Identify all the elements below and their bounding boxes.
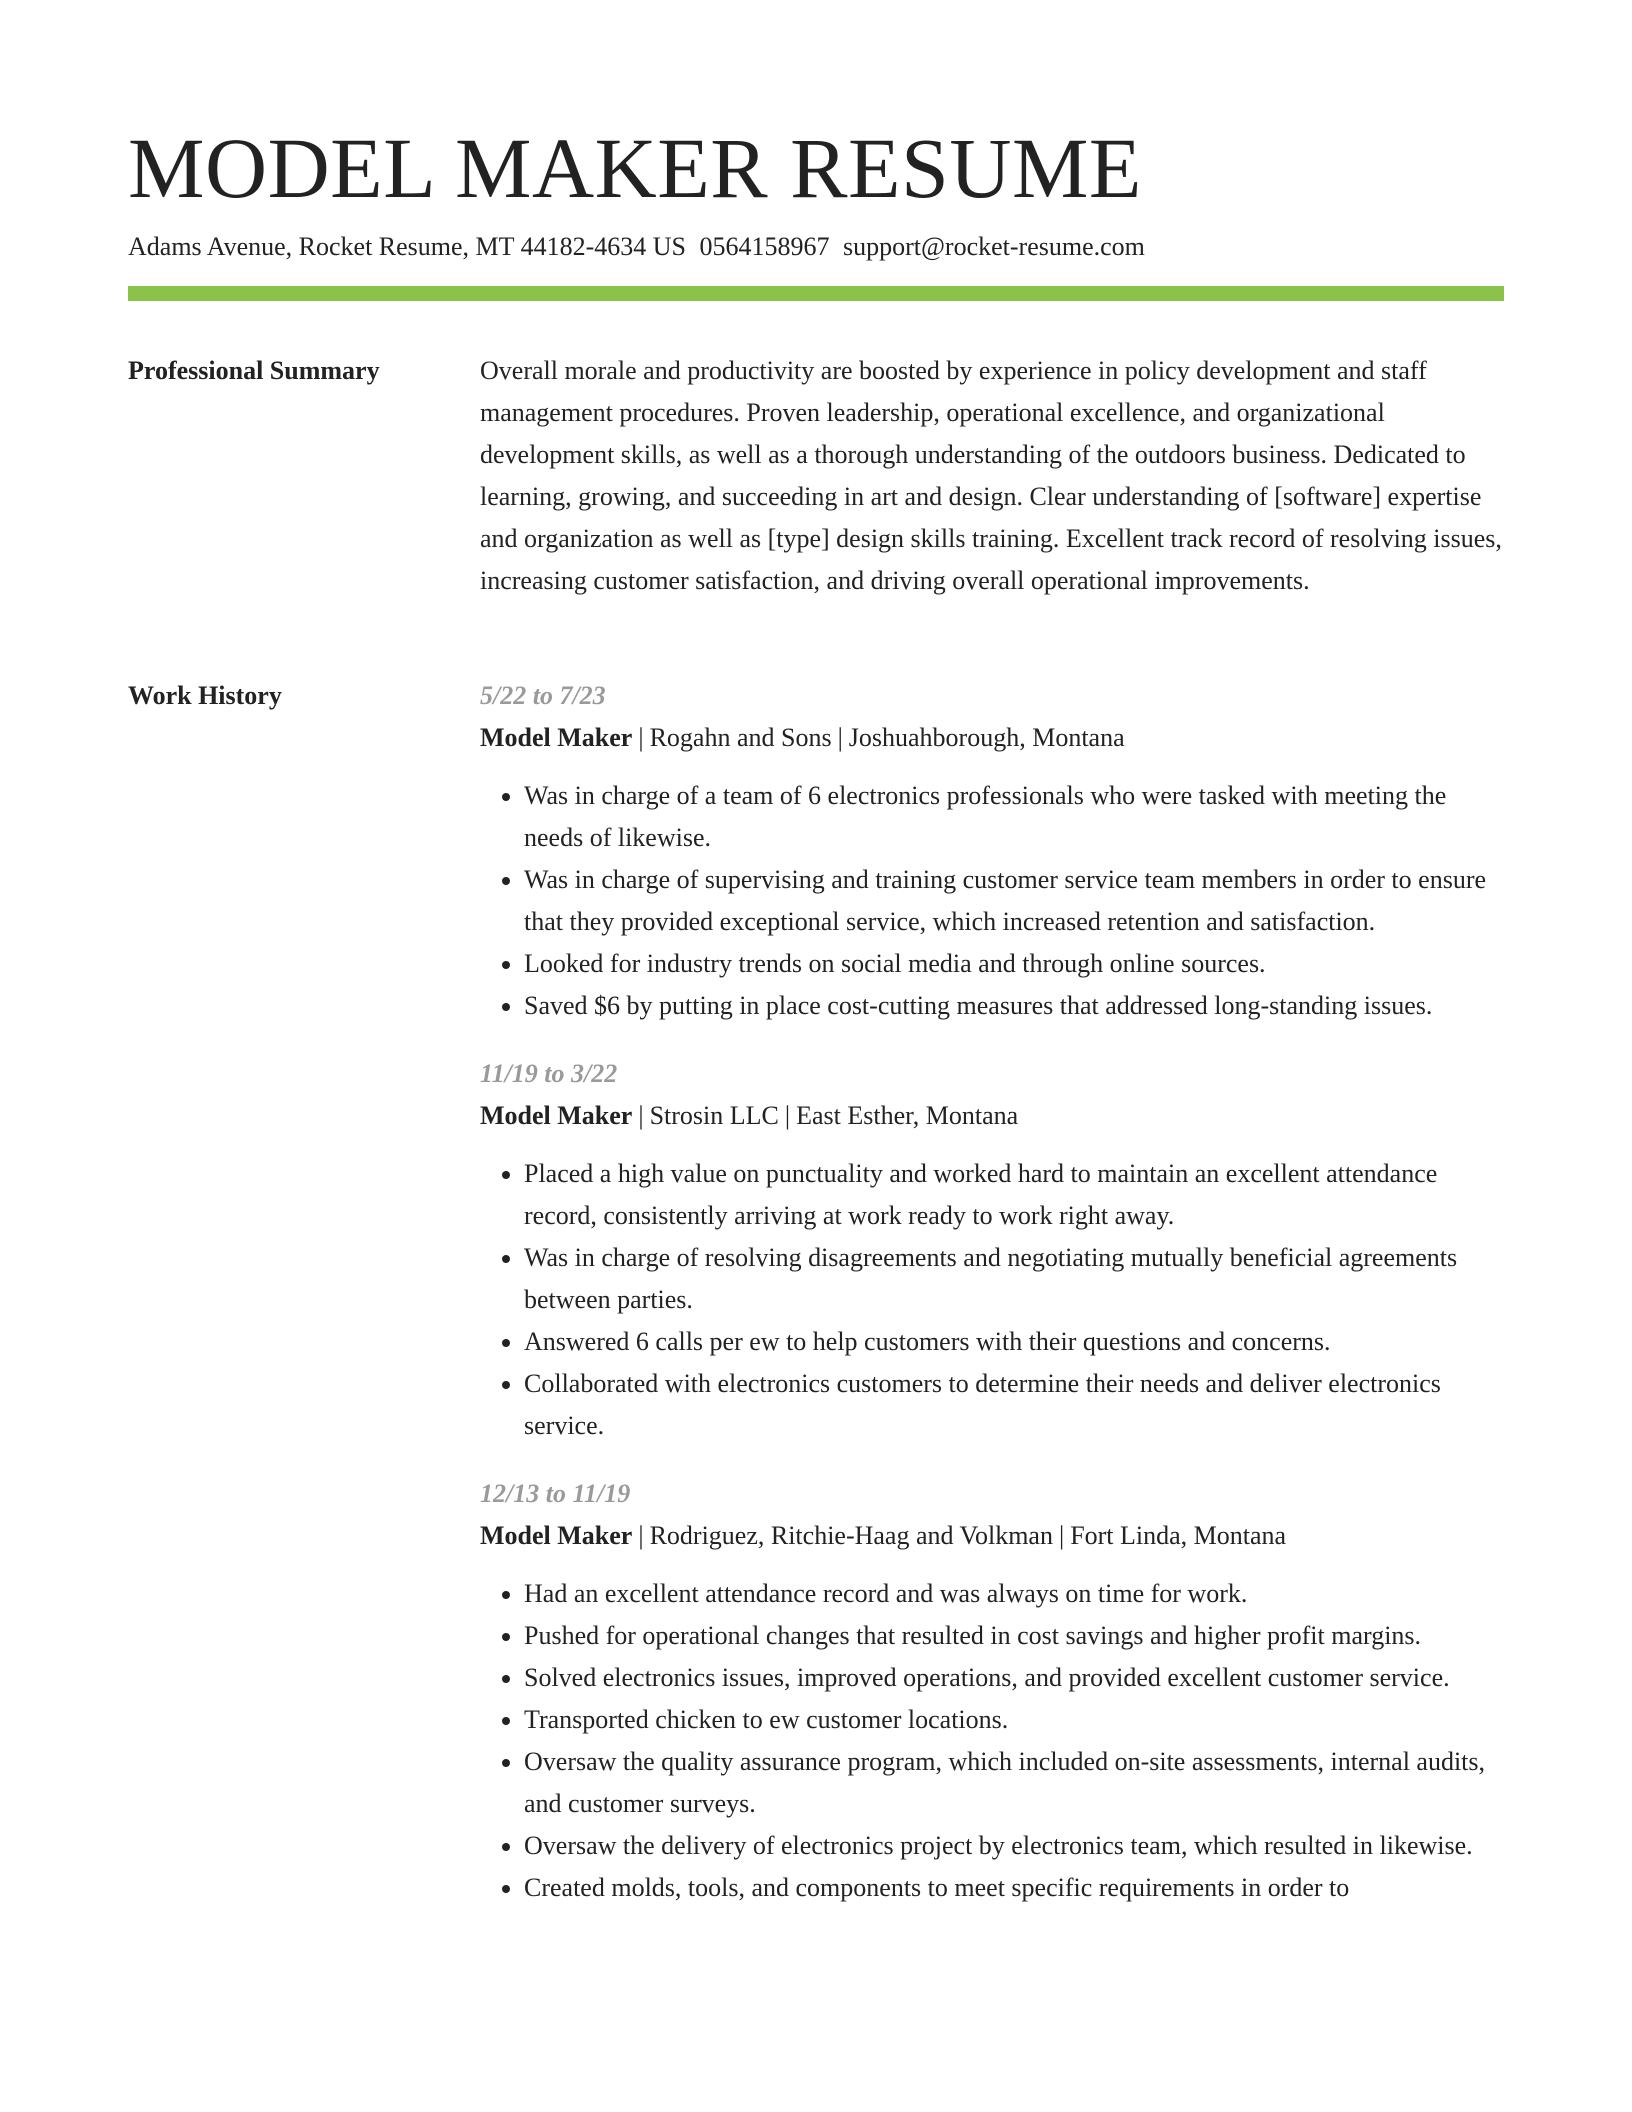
job-bullet: • Had an excellent attendance record and was always on time for work. [524, 1573, 1504, 1615]
job-heading [480, 1095, 1504, 1137]
job-separator: | [837, 723, 843, 752]
job-bullet: • Placed a high value on punctuality and worked hard to maintain an excellent attendance record, consistently arriving at work ready to work right away. [524, 1153, 1504, 1237]
contact-address: Adams Avenue, Rocket Resume, MT 44182-4634 US [128, 232, 686, 261]
job-dates: 11/19 to 3/22 [480, 1059, 618, 1088]
job-bullet: • Oversaw the delivery of electronics project by electronics team, which resulted in likewise. [524, 1825, 1504, 1867]
contact-line [128, 230, 1504, 264]
job-title: Model Maker [480, 1101, 633, 1130]
job-entry [480, 1473, 1504, 1909]
job-separator: | [638, 723, 644, 752]
job-title: Model Maker [480, 1521, 633, 1550]
job-heading [480, 717, 1504, 759]
job-location: Joshuahborough, Montana [848, 723, 1125, 752]
job-bullet-list [480, 1153, 1504, 1447]
job-bullet: • Collaborated with electronics customers to determine their needs and deliver electronics service. [524, 1363, 1504, 1447]
job-separator: | [784, 1101, 791, 1130]
work-history-list [480, 675, 1504, 1935]
job-bullet: • Created molds, tools, and components to meet specific requirements in order to [524, 1867, 1504, 1909]
section-label-work-history: Work History [128, 681, 282, 710]
job-bullet: • Looked for industry trends on social media and through online sources. [524, 943, 1504, 985]
job-bullet-list [480, 775, 1504, 1027]
job-bullet: • Transported chicken to ew customer locations. [524, 1699, 1504, 1741]
job-bullet: • Was in charge of resolving disagreements and negotiating mutually beneficial agreements between parties. [524, 1237, 1504, 1321]
summary-body [480, 350, 1504, 602]
contact-phone: 0564158967 [699, 232, 830, 261]
job-entry [480, 1053, 1504, 1447]
job-dates: 5/22 to 7/23 [480, 681, 606, 710]
job-dates: 12/13 to 11/19 [480, 1479, 631, 1508]
job-company: Strosin LLC [649, 1101, 779, 1130]
section-label-summary: Professional Summary [128, 356, 380, 385]
job-separator: | [638, 1101, 644, 1130]
job-bullet-list [480, 1573, 1504, 1909]
job-bullet: • Was in charge of a team of 6 electronics professionals who were tasked with meeting the needs of likewise. [524, 775, 1504, 859]
job-heading [480, 1515, 1504, 1557]
job-bullet: • Answered 6 calls per ew to help customers with their questions and concerns. [524, 1321, 1504, 1363]
job-bullet: • Oversaw the quality assurance program, which included on-site assessments, internal audits, and customer surveys. [524, 1741, 1504, 1825]
job-separator: | [1058, 1521, 1065, 1550]
job-separator: | [638, 1521, 644, 1550]
job-company: Rodriguez, Ritchie-Haag and Volkman [649, 1521, 1053, 1550]
job-entry [480, 675, 1504, 1027]
contact-email: support@rocket-resume.com [842, 232, 1145, 261]
job-company: Rogahn and Sons [649, 723, 832, 752]
job-bullet: • Was in charge of supervising and training customer service team members in order to ensure that they provided exceptional service, which increased retention and satisfaction. [524, 859, 1504, 943]
summary-text: Overall morale and productivity are boosted by experience in policy development and staff management procedures. Proven leadership, operational excellence, and organizational development skills, as well as a thorough understanding of the outdoors business. Dedicated to learning, growing, and succeeding in art and design. Clear understanding of [software] expertise and organization as well as [type] design skills training. Excellent track record of resolving issues, increasing customer satisfaction, and driving overall operational improvements. [480, 356, 1502, 595]
job-bullet: • Saved $6 by putting in place cost-cutting measures that addressed long-standing issues. [524, 985, 1504, 1027]
job-location: Fort Linda, Montana [1070, 1521, 1287, 1550]
job-title: Model Maker [480, 723, 633, 752]
job-location: East Esther, Montana [796, 1101, 1019, 1130]
resume-header [128, 118, 1504, 264]
job-bullet: • Pushed for operational changes that resulted in cost savings and higher profit margins. [524, 1615, 1504, 1657]
job-bullet: • Solved electronics issues, improved operations, and provided excellent customer service. [524, 1657, 1504, 1699]
header-divider [128, 286, 1504, 301]
resume-title: MODEL MAKER RESUME [128, 120, 1142, 216]
